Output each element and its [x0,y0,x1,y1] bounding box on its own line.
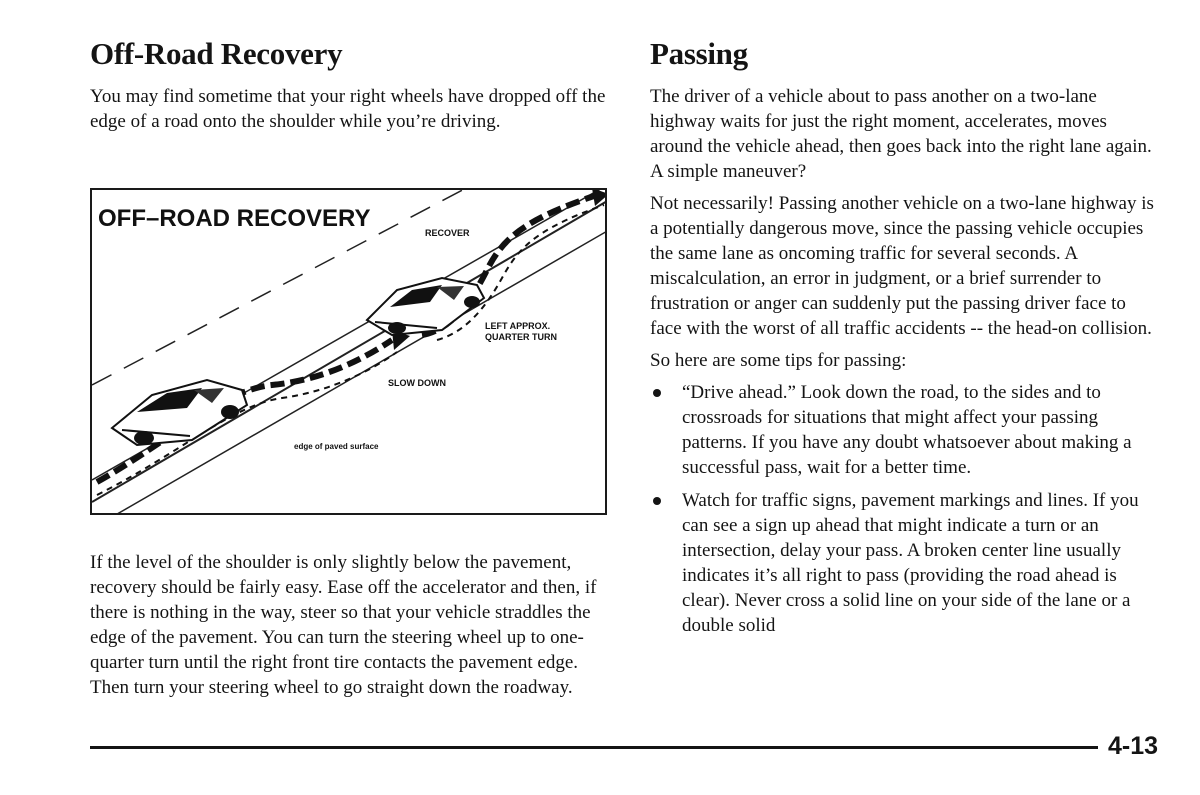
page-number: 4-13 [1108,732,1159,760]
label-recover: RECOVER [425,228,470,238]
road-outer-line [112,230,607,515]
off-road-recovery-illustration [90,188,607,515]
right-column [650,36,1162,646]
bullet-icon [653,497,661,505]
passing-tips-list [650,380,1162,638]
car-near [112,380,247,445]
label-slow-down: SLOW DOWN [388,378,446,388]
passing-paragraph-3: So here are some tips for passing: [650,350,907,371]
road-shoulder-line [92,200,607,502]
left-column [90,36,610,134]
footer-rule [90,746,1098,749]
recovery-instructions-paragraph: If the level of the shoulder is only slightly below the pavement, recovery should be fairly easy. Ease off the accelerator and then, if there is nothing in the way, steer so that your vehicle straddles the edge of the pavement. You can turn the steering wheel up to one-quarter turn until the right front tire contacts the pavement edge. Then turn your steering wheel to go straight down the roadway. [90,552,597,698]
car-far [367,278,484,335]
section-heading-off-road-recovery: Off-Road Recovery [90,36,343,71]
illustration-title: OFF–ROAD RECOVERY [98,205,371,232]
tip-text: “Drive ahead.” Look down the road, to the sides and to crossroads for situations that might affect your passing patterns. If you have any doubt whatsoever about making a successful pass, wait for a better time. [682,382,1132,478]
list-item [650,380,1162,480]
recover-path-dashes [437,205,604,340]
tip-text: Watch for traffic signs, pavement markings and lines. If you can see a sign up ahead that might indicate a turn or an intersection, delay your pass. A broken center line usually indicates it’s all right to pass (providing the road ahead is clear). Never cross a solid line on your side of the lane or a double solid [682,490,1139,636]
passing-paragraph-1: The driver of a vehicle about to pass another on a two-lane highway waits for just the right moment, accelerates, moves around the vehicle ahead, then goes back into the right lane again. A simple maneuver? [650,86,1152,182]
passing-paragraph-2: Not necessarily! Passing another vehicle on a two-lane highway is a potentially dangerous move, since the passing vehicle occupies the same lane as oncoming traffic for several seconds. A miscalculation, an error in judgment, or a brief surrender to frustration or anger can suddenly put the passing driver face to face with the worst of all traffic accidents -- the head-on collision. [650,193,1154,339]
label-left-turn-line1: LEFT APPROX. [485,321,551,331]
label-left-turn-line2: QUARTER TURN [485,332,557,342]
section-heading-passing: Passing [650,36,748,71]
list-item [650,488,1162,638]
intro-paragraph: You may find sometime that your right wheels have dropped off the edge of a road onto the shoulder while you’re driving. [90,86,606,132]
bullet-icon [653,389,661,397]
label-edge-of-paved-surface: edge of paved surface [294,442,379,451]
illustration-drawing [92,190,607,515]
